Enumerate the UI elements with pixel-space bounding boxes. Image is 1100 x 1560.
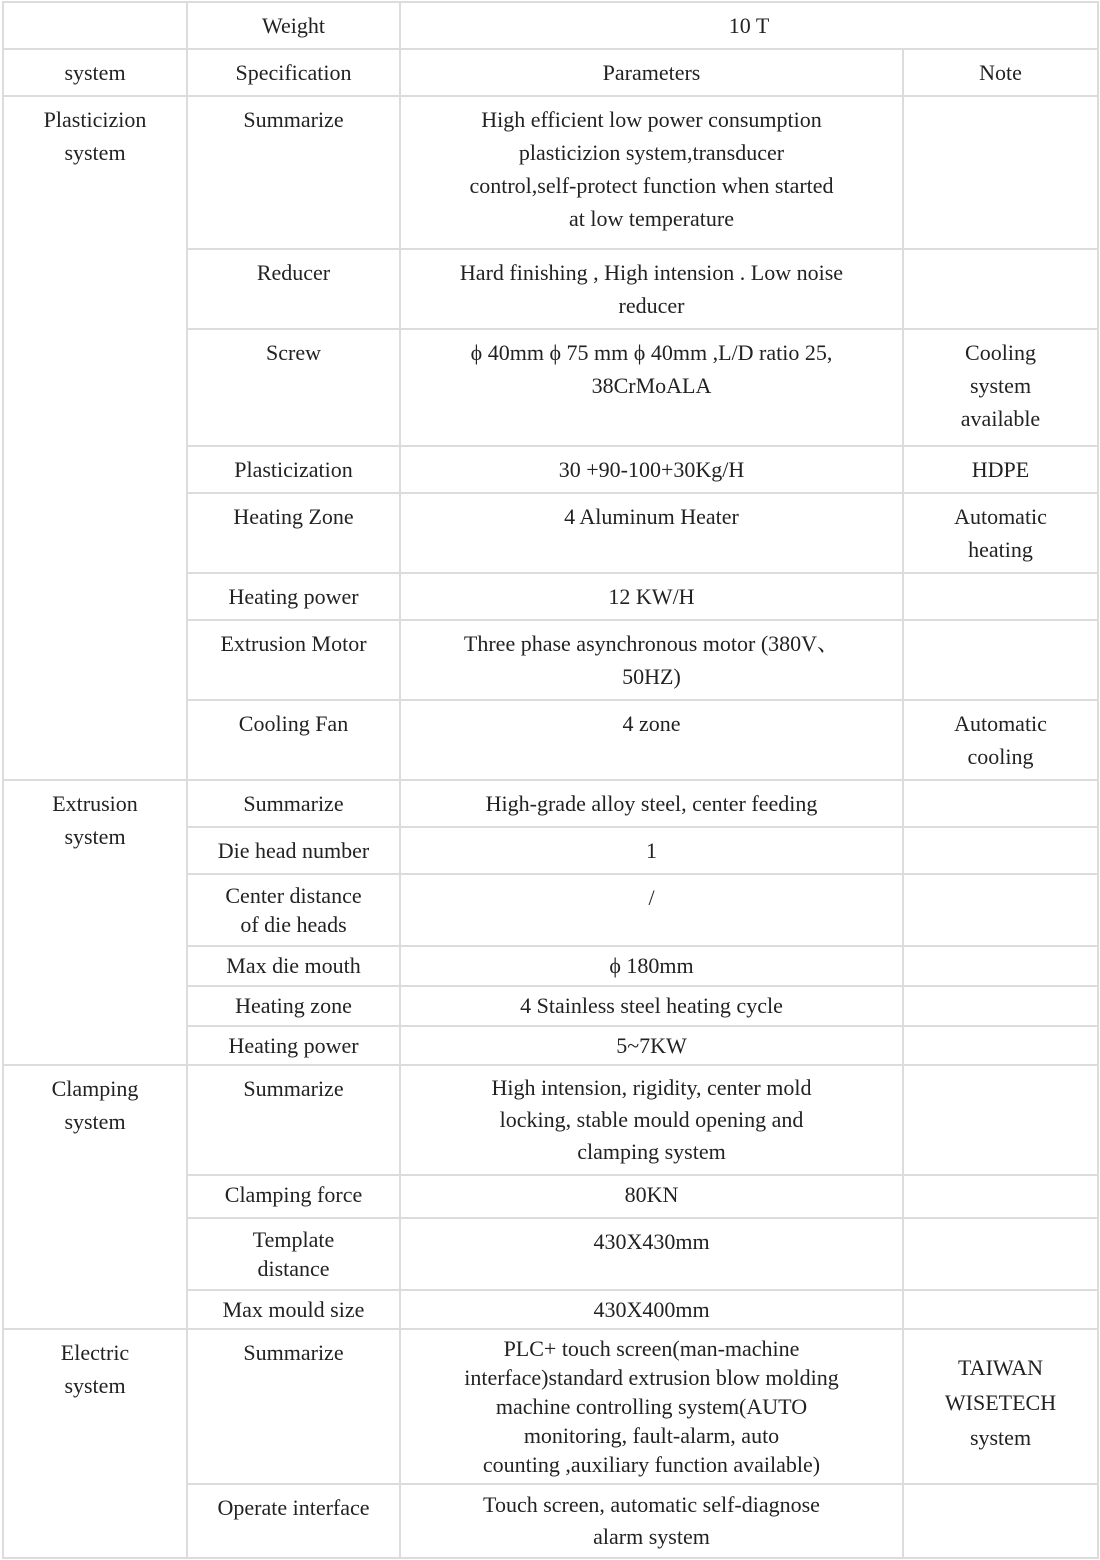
param-cell: Three phase asynchronous motor (380V、 50HZ) [400, 620, 903, 700]
param-cell: 4 zone [400, 700, 903, 780]
param-cell: Touch screen, automatic self-diagnose alarm system [400, 1484, 903, 1558]
table-row [3, 1065, 1098, 1175]
note-cell [903, 1290, 1098, 1329]
spec-cell: Summarize [187, 780, 400, 827]
header-row [3, 49, 1098, 96]
spec-cell: Summarize [187, 96, 400, 249]
note-cell [903, 1175, 1098, 1218]
weight-label: Weight [187, 2, 400, 49]
param-cell: ϕ 180mm [400, 946, 903, 986]
note-cell: TAIWAN WISETECH system [903, 1329, 1098, 1484]
table-row [3, 1329, 1098, 1484]
spec-cell: Summarize [187, 1065, 400, 1175]
param-cell: 4 Stainless steel heating cycle [400, 986, 903, 1026]
header-system: system [3, 49, 187, 96]
table-row [3, 96, 1098, 249]
param-cell: 30 +90-100+30Kg/H [400, 446, 903, 493]
spec-cell: Die head number [187, 827, 400, 874]
spec-cell: Heating Zone [187, 493, 400, 573]
group-name-extrusion: Extrusion system [3, 780, 187, 1065]
weight-row [3, 2, 1098, 49]
group-name-electric: Electric system [3, 1329, 187, 1558]
param-cell: Hard finishing , High intension . Low noise reducer [400, 249, 903, 329]
note-cell [903, 946, 1098, 986]
group-name-clamping: Clamping system [3, 1065, 187, 1329]
param-cell: PLC+ touch screen(man-machine interface)standard extrusion blow molding machine controlling system(AUTO monitoring, fault-alarm, auto counting ,auxiliary function available) [400, 1329, 903, 1484]
note-cell [903, 573, 1098, 620]
param-cell: 1 [400, 827, 903, 874]
param-cell: High efficient low power consumption plasticizion system,transducer control,self-protect function when started at low temperature [400, 96, 903, 249]
note-cell [903, 986, 1098, 1026]
note-cell: HDPE [903, 446, 1098, 493]
group-name-plasticizion: Plasticizion system [3, 96, 187, 780]
note-cell [903, 1218, 1098, 1290]
param-cell: High-grade alloy steel, center feeding [400, 780, 903, 827]
param-cell: / [400, 874, 903, 946]
note-cell [903, 1484, 1098, 1558]
empty-cell [3, 2, 187, 49]
spec-cell: Screw [187, 329, 400, 446]
spec-cell: Max die mouth [187, 946, 400, 986]
specification-table [2, 1, 1099, 1559]
param-cell: 80KN [400, 1175, 903, 1218]
spec-cell: Summarize [187, 1329, 400, 1484]
note-cell [903, 1065, 1098, 1175]
param-cell: High intension, rigidity, center mold locking, stable mould opening and clamping system [400, 1065, 903, 1175]
spec-cell: Cooling Fan [187, 700, 400, 780]
header-parameters: Parameters [400, 49, 903, 96]
spec-cell: Heating zone [187, 986, 400, 1026]
param-cell: 430X430mm [400, 1218, 903, 1290]
note-cell [903, 620, 1098, 700]
spec-cell: Extrusion Motor [187, 620, 400, 700]
note-cell [903, 874, 1098, 946]
spec-cell: Template distance [187, 1218, 400, 1290]
param-cell: 5~7KW [400, 1026, 903, 1065]
spec-cell: Reducer [187, 249, 400, 329]
spec-cell: Heating power [187, 573, 400, 620]
note-cell [903, 780, 1098, 827]
spec-cell: Operate interface [187, 1484, 400, 1558]
note-cell: Automatic cooling [903, 700, 1098, 780]
note-cell: Automatic heating [903, 493, 1098, 573]
param-cell: 12 KW/H [400, 573, 903, 620]
spec-cell: Heating power [187, 1026, 400, 1065]
header-specification: Specification [187, 49, 400, 96]
header-note: Note [903, 49, 1098, 96]
spec-cell: Max mould size [187, 1290, 400, 1329]
param-cell: 4 Aluminum Heater [400, 493, 903, 573]
param-cell: ϕ 40mm ϕ 75 mm ϕ 40mm ,L/D ratio 25, 38CrMoALA [400, 329, 903, 446]
note-cell [903, 827, 1098, 874]
spec-cell: Plasticization [187, 446, 400, 493]
note-cell [903, 249, 1098, 329]
param-cell: 430X400mm [400, 1290, 903, 1329]
note-cell [903, 96, 1098, 249]
note-cell: Cooling system available [903, 329, 1098, 446]
spec-cell: Clamping force [187, 1175, 400, 1218]
spec-cell: Center distance of die heads [187, 874, 400, 946]
table-row [3, 780, 1098, 827]
note-cell [903, 1026, 1098, 1065]
weight-value: 10 T [400, 2, 1098, 49]
